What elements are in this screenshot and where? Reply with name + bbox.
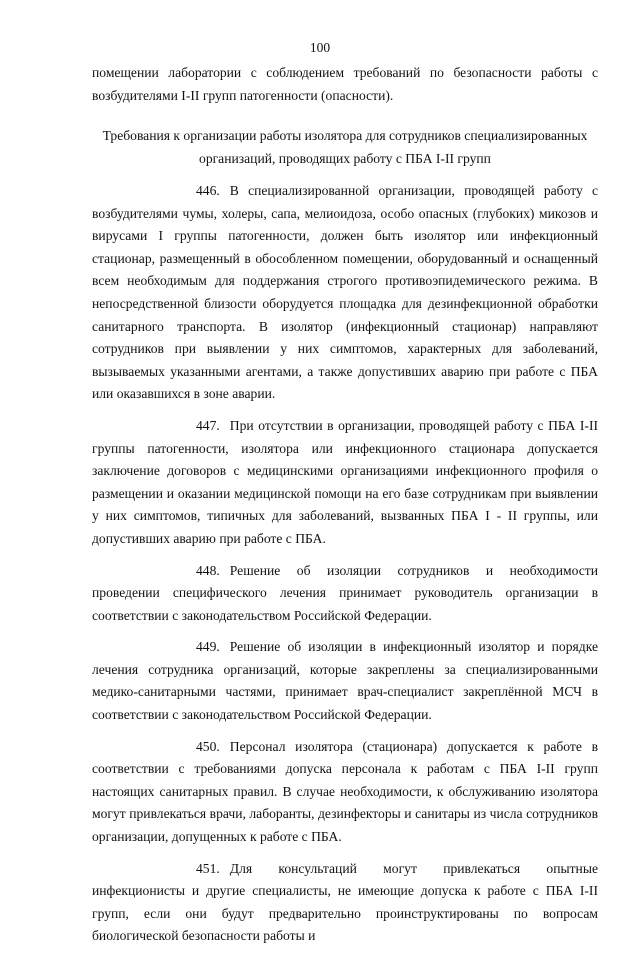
paragraph-446	[92, 180, 598, 406]
paragraph-list	[92, 180, 598, 957]
paragraph-450	[92, 736, 598, 849]
paragraph-449	[92, 636, 598, 726]
paragraph-text: Решение об изоляции в инфекционный изолятор и порядке лечения сотрудника организаций, которые закреплены за специализированными медико-санитарными частями, принимает врач-специалист закреплённой МСЧ в соответствии с законодательством Российской Федерации.	[92, 639, 598, 723]
continuation-text: помещении лаборатории с соблюдением требований по безопасности работы с возбудителями I-II групп патогенности (опасности).	[92, 65, 598, 103]
paragraph-text: Решение об изоляции сотрудников и необходимости проведении специфического лечения принимает руководитель организации в соответствии с законодательством Российской Федерации.	[92, 562, 598, 623]
paragraph-447	[92, 415, 598, 551]
paragraph-number: 451.	[196, 860, 220, 876]
paragraph-number: 448.	[196, 562, 220, 578]
paragraph-text: При отсутствии в организации, проводящей работу с ПБА I-II группы патогенности, изолятора или инфекционного стационара допускается заключение договоров с медицинскими организациями инфекционного профиля о размещении и оказании медицинской помощи на его базе сотрудникам при выявлении у них симптомов, типичных для заболеваний, вызванных ПБА I - II группы, или допустивших аварию при работе с ПБА.	[92, 417, 598, 546]
section-title: Требования к организации работы изолятора для сотрудников специализированных организаций, проводящих работу с ПБА I-II групп	[102, 128, 588, 166]
paragraph-number: 446.	[196, 183, 220, 198]
paragraph-text: В специализированной организации, проводящей работу с возбудителями чумы, холеры, сапа, мелиоидоза, особо опасных (глубоких) микозов и вирусами I группы патогенности, должен быть изолятор или инфекционный стационар, размещенный в обособленном помещении, оборудованный и оснащенный всем необходимым для поддержания строгого противоэпидемического режима. В непосредственной близости оборудуется площадка для дезинфекционной обработки санитарного транспорта. В изолятор (инфекционный стационар) направляют сотрудников при выявлении у них симптомов, характерных для заболеваний, вызываемых указанными агентами, а также допустивших аварию при работе с ПБА или оказавшихся в зоне аварии.	[92, 183, 598, 402]
paragraph-number: 449.	[196, 639, 220, 655]
paragraph-number: 447.	[196, 417, 220, 433]
paragraph-448	[92, 560, 598, 628]
paragraph-text: Для консультаций могут привлекаться опытные инфекционисты и другие специалисты, не имеющие допуска к работе с ПБА I-II групп, если они будут предварительно проинструктированы по вопросам биологической безопасности работы и	[92, 860, 598, 944]
continuation-paragraph	[92, 62, 598, 107]
paragraph-text: Персонал изолятора (стационара) допускается к работе в соответствии с требованиями допуска персонала к работам с ПБА I-II групп настоящих санитарных правил. В случае необходимости, к обслуживанию изолятора могут привлекаться врачи, лаборанты, дезинфекторы и санитары из числа сотрудников организации, допущенных к работе с ПБА.	[92, 738, 598, 845]
paragraph-number: 450.	[196, 738, 220, 754]
page-number: 100	[309, 40, 331, 55]
paragraph-451	[92, 858, 598, 948]
